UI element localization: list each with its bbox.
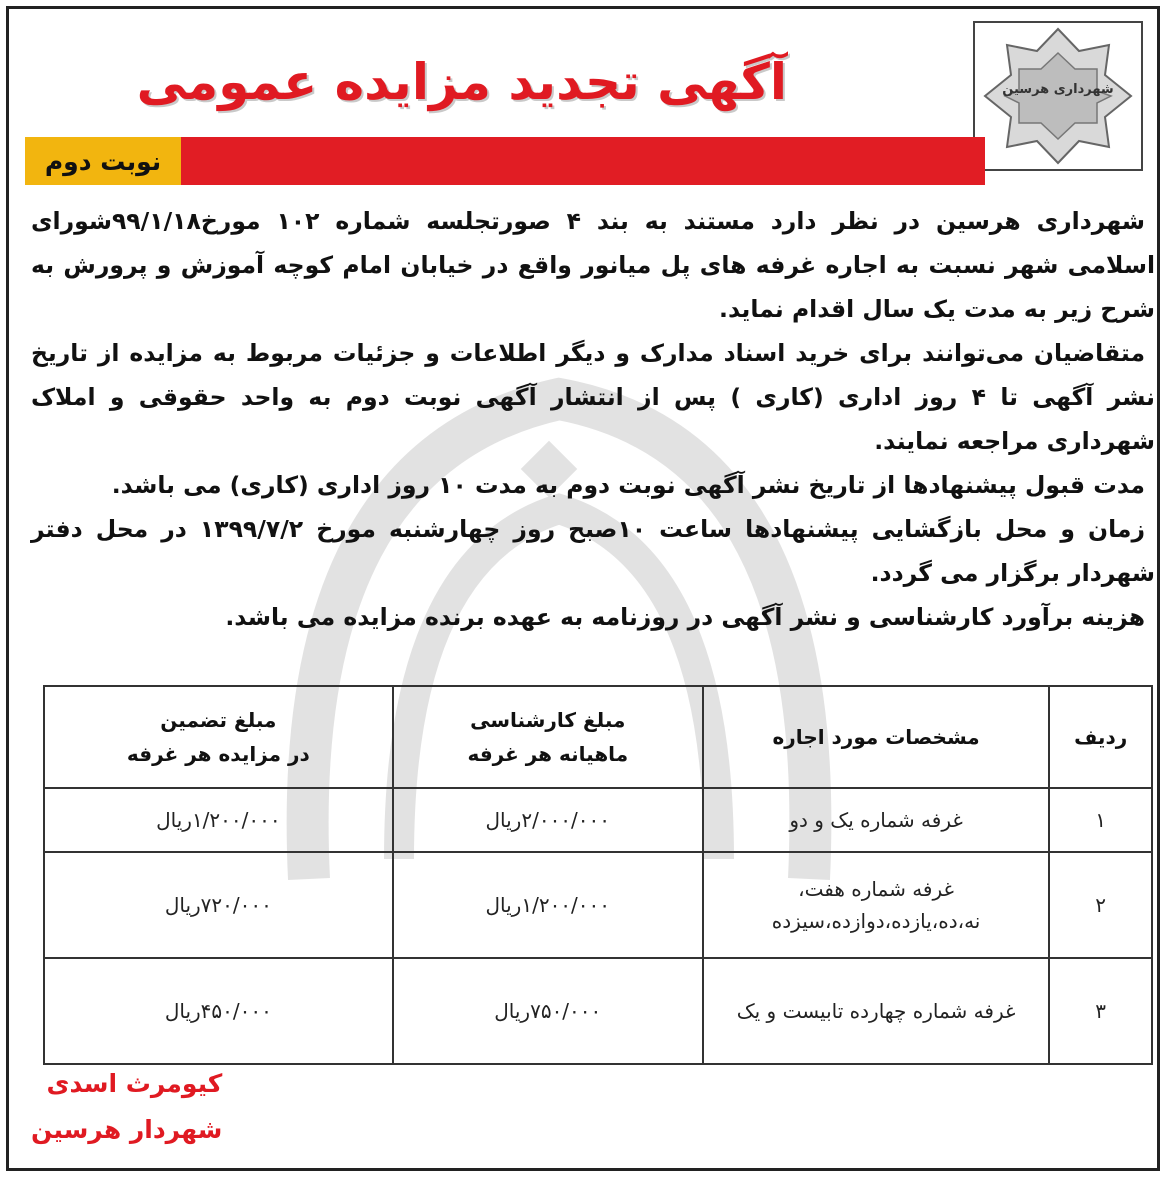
cell-expert-price: ۲/۰۰۰/۰۰۰ریال (393, 788, 703, 852)
cell-expert-price: ۱/۲۰۰/۰۰۰ریال (393, 852, 703, 958)
header-deposit-line2: در مزایده هر غرفه (126, 742, 310, 766)
ad-frame (6, 6, 1160, 1171)
announcement-body (31, 199, 1155, 639)
cell-spec: غرفه شماره هفت، نه،ده،یازده،دوازده،سیزده (703, 852, 1050, 958)
paragraph-documents: متقاضیان می‌توانند برای خرید اسناد مدارک و دیگر اطلاعات و جزئیات مربوط به مزایده از تاریخ نشر آگهی تا ۴ روز اداری (کاری ) پس از انتشار آگهی نوبت دوم به واحد حقوقی و املاک شهرداری مراجعه نمایند. (31, 339, 1156, 455)
signature-name: کیومرث اسدی (46, 1069, 223, 1098)
header-expert-line2: ماهیانه هر غرفه (467, 742, 629, 766)
paragraph-deadline: مدت قبول پیشنهادها از تاریخ نشر آگهی نوبت دوم به مدت ۱۰ روز اداری (کاری) می باشد. (111, 471, 1145, 499)
table-row (44, 958, 1152, 1064)
cell-deposit: ۴۵۰/۰۰۰ریال (44, 958, 393, 1064)
round-badge: نوبت دوم (25, 137, 181, 185)
header-expert-price (393, 686, 703, 788)
header-deposit (44, 686, 393, 788)
paragraph-opening: زمان و محل بازگشایی پیشنهادها ساعت ۱۰صبح روز چهارشنبه مورخ ۱۳۹۹/۷/۲ در محل دفتر شهردار برگزار می گردد. (31, 515, 1155, 587)
logo-text: شهرداری هرسین (1002, 82, 1114, 97)
header-spec: مشخصات مورد اجاره (703, 686, 1050, 788)
paragraph-costs: هزینه برآورد کارشناسی و نشر آگهی در روزنامه به عهده برنده مزایده می باشد. (225, 603, 1145, 631)
page-title: آگهی تجدید مزایده عمومی (136, 53, 787, 111)
cell-row-number: ۲ (1049, 852, 1152, 958)
cell-spec: غرفه شماره یک و دو (703, 788, 1050, 852)
cell-deposit: ۱/۲۰۰/۰۰۰ریال (44, 788, 393, 852)
header-deposit-line1: مبلغ تضمین (160, 708, 277, 732)
cell-spec: غرفه شماره چهارده تابیست و یک (703, 958, 1050, 1064)
municipality-logo (973, 21, 1143, 171)
header-row-number: ردیف (1049, 686, 1152, 788)
signature-block (31, 1061, 222, 1153)
cell-expert-price: ۷۵۰/۰۰۰ریال (393, 958, 703, 1064)
table-row (44, 852, 1152, 958)
cell-row-number: ۱ (1049, 788, 1152, 852)
table-header-row (44, 686, 1152, 788)
header-bar (181, 137, 985, 185)
header-expert-line1: مبلغ کارشناسی (470, 708, 626, 732)
cell-row-number: ۳ (1049, 958, 1152, 1064)
cell-deposit: ۷۲۰/۰۰۰ریال (44, 852, 393, 958)
paragraph-intro: شهرداری هرسین در نظر دارد مستند به بند ۴ صورتجلسه شماره ۱۰۲ مورخ۹۹/۱/۱۸شورای اسلامی شهر نسبت به اجاره غرفه های پل میانور واقع در خیابان امام کوچه آموزش و پرورش به شرح زیر به مدت یک سال اقدام نماید. (31, 207, 1155, 323)
table-row (44, 788, 1152, 852)
signature-position: شهردار هرسین (31, 1115, 223, 1144)
lease-table (43, 685, 1153, 1065)
